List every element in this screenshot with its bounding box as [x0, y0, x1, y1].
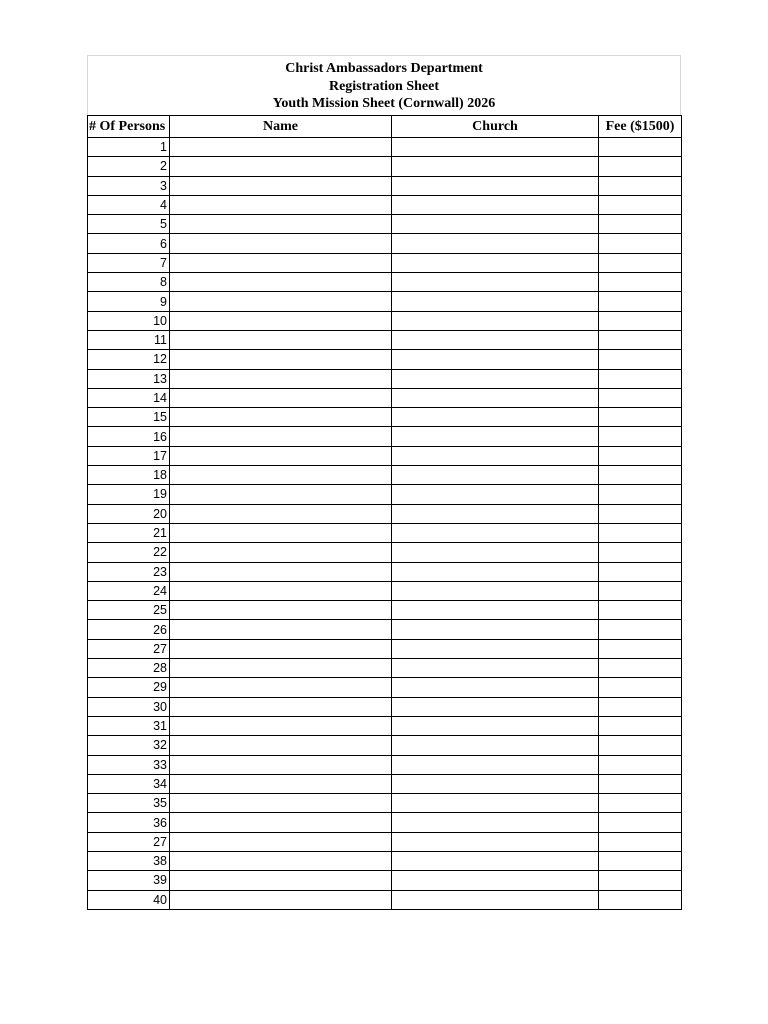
name-cell[interactable] — [170, 273, 392, 292]
row-number-cell: 13 — [88, 369, 170, 388]
table-row — [88, 466, 682, 485]
row-number-cell: 39 — [88, 871, 170, 890]
church-cell[interactable] — [392, 543, 599, 562]
table-row — [88, 234, 682, 253]
row-number-cell: 16 — [88, 427, 170, 446]
name-cell[interactable] — [170, 369, 392, 388]
church-cell[interactable] — [392, 601, 599, 620]
church-cell[interactable] — [392, 832, 599, 851]
name-cell[interactable] — [170, 350, 392, 369]
fee-cell[interactable] — [599, 523, 682, 542]
fee-cell[interactable] — [599, 851, 682, 870]
name-cell[interactable] — [170, 678, 392, 697]
fee-cell[interactable] — [599, 388, 682, 407]
name-cell[interactable] — [170, 659, 392, 678]
fee-cell[interactable] — [599, 408, 682, 427]
fee-cell[interactable] — [599, 774, 682, 793]
table-row — [88, 427, 682, 446]
name-cell[interactable] — [170, 774, 392, 793]
name-cell[interactable] — [170, 697, 392, 716]
registration-table — [87, 115, 682, 910]
name-cell[interactable] — [170, 755, 392, 774]
name-cell[interactable] — [170, 832, 392, 851]
fee-cell[interactable] — [599, 234, 682, 253]
table-row — [88, 562, 682, 581]
row-number-cell: 24 — [88, 581, 170, 600]
sheet-title-block — [87, 55, 681, 115]
table-row — [88, 871, 682, 890]
row-number-cell: 34 — [88, 774, 170, 793]
fee-cell[interactable] — [599, 157, 682, 176]
name-cell[interactable] — [170, 427, 392, 446]
row-number-cell: 20 — [88, 504, 170, 523]
registration-sheet — [87, 55, 681, 910]
church-cell[interactable] — [392, 851, 599, 870]
church-cell[interactable] — [392, 504, 599, 523]
church-cell[interactable] — [392, 639, 599, 658]
fee-cell[interactable] — [599, 697, 682, 716]
table-row — [88, 138, 682, 157]
name-cell[interactable] — [170, 330, 392, 349]
fee-cell[interactable] — [599, 273, 682, 292]
row-number-cell: 2 — [88, 157, 170, 176]
name-cell[interactable] — [170, 234, 392, 253]
table-row — [88, 388, 682, 407]
row-number-cell: 8 — [88, 273, 170, 292]
church-cell[interactable] — [392, 427, 599, 446]
table-row — [88, 716, 682, 735]
church-cell[interactable] — [392, 369, 599, 388]
table-row — [88, 697, 682, 716]
church-cell[interactable] — [392, 311, 599, 330]
fee-cell[interactable] — [599, 678, 682, 697]
row-number-cell: 36 — [88, 813, 170, 832]
table-row — [88, 755, 682, 774]
fee-cell[interactable] — [599, 504, 682, 523]
table-row — [88, 601, 682, 620]
table-row — [88, 330, 682, 349]
column-header-name: Name — [170, 116, 392, 138]
church-cell[interactable] — [392, 794, 599, 813]
row-number-cell: 9 — [88, 292, 170, 311]
name-cell[interactable] — [170, 292, 392, 311]
church-cell[interactable] — [392, 523, 599, 542]
name-cell[interactable] — [170, 446, 392, 465]
table-row — [88, 446, 682, 465]
row-number-cell: 33 — [88, 755, 170, 774]
church-cell[interactable] — [392, 620, 599, 639]
church-cell[interactable] — [392, 581, 599, 600]
fee-cell[interactable] — [599, 581, 682, 600]
name-cell[interactable] — [170, 176, 392, 195]
table-row — [88, 195, 682, 214]
name-cell[interactable] — [170, 736, 392, 755]
fee-cell[interactable] — [599, 890, 682, 909]
column-header-persons: # Of Persons — [88, 116, 170, 138]
name-cell[interactable] — [170, 581, 392, 600]
church-cell[interactable] — [392, 678, 599, 697]
fee-cell[interactable] — [599, 813, 682, 832]
row-number-cell: 27 — [88, 639, 170, 658]
church-cell[interactable] — [392, 273, 599, 292]
row-number-cell: 6 — [88, 234, 170, 253]
row-number-cell: 15 — [88, 408, 170, 427]
row-number-cell: 21 — [88, 523, 170, 542]
table-row — [88, 659, 682, 678]
row-number-cell: 40 — [88, 890, 170, 909]
fee-cell[interactable] — [599, 794, 682, 813]
row-number-cell: 10 — [88, 311, 170, 330]
name-cell[interactable] — [170, 311, 392, 330]
church-cell[interactable] — [392, 774, 599, 793]
row-number-cell: 19 — [88, 485, 170, 504]
fee-cell[interactable] — [599, 736, 682, 755]
table-row — [88, 832, 682, 851]
row-number-cell: 38 — [88, 851, 170, 870]
fee-cell[interactable] — [599, 543, 682, 562]
fee-cell[interactable] — [599, 832, 682, 851]
column-header-fee: Fee ($1500) — [599, 116, 682, 138]
fee-cell[interactable] — [599, 466, 682, 485]
name-cell[interactable] — [170, 562, 392, 581]
table-row — [88, 581, 682, 600]
name-cell[interactable] — [170, 639, 392, 658]
table-row — [88, 215, 682, 234]
column-header-church: Church — [392, 116, 599, 138]
fee-cell[interactable] — [599, 311, 682, 330]
church-cell[interactable] — [392, 195, 599, 214]
fee-cell[interactable] — [599, 427, 682, 446]
table-row — [88, 157, 682, 176]
row-number-cell: 4 — [88, 195, 170, 214]
row-number-cell: 35 — [88, 794, 170, 813]
church-cell[interactable] — [392, 157, 599, 176]
table-row — [88, 851, 682, 870]
fee-cell[interactable] — [599, 871, 682, 890]
church-cell[interactable] — [392, 408, 599, 427]
row-number-cell: 27 — [88, 832, 170, 851]
name-cell[interactable] — [170, 466, 392, 485]
fee-cell[interactable] — [599, 601, 682, 620]
row-number-cell: 32 — [88, 736, 170, 755]
fee-cell[interactable] — [599, 446, 682, 465]
name-cell[interactable] — [170, 813, 392, 832]
row-number-cell: 23 — [88, 562, 170, 581]
table-row — [88, 485, 682, 504]
church-cell[interactable] — [392, 716, 599, 735]
table-row — [88, 774, 682, 793]
fee-cell[interactable] — [599, 176, 682, 195]
table-row — [88, 253, 682, 272]
row-number-cell: 28 — [88, 659, 170, 678]
fee-cell[interactable] — [599, 350, 682, 369]
church-cell[interactable] — [392, 330, 599, 349]
table-row — [88, 678, 682, 697]
table-row — [88, 273, 682, 292]
table-row — [88, 639, 682, 658]
fee-cell[interactable] — [599, 330, 682, 349]
row-number-cell: 11 — [88, 330, 170, 349]
table-row — [88, 523, 682, 542]
row-number-cell: 22 — [88, 543, 170, 562]
table-row — [88, 369, 682, 388]
row-number-cell: 18 — [88, 466, 170, 485]
name-cell[interactable] — [170, 138, 392, 157]
name-cell[interactable] — [170, 408, 392, 427]
table-row — [88, 794, 682, 813]
name-cell[interactable] — [170, 215, 392, 234]
church-cell[interactable] — [392, 215, 599, 234]
church-cell[interactable] — [392, 736, 599, 755]
church-cell[interactable] — [392, 176, 599, 195]
fee-cell[interactable] — [599, 253, 682, 272]
name-cell[interactable] — [170, 794, 392, 813]
church-cell[interactable] — [392, 890, 599, 909]
table-row — [88, 813, 682, 832]
fee-cell[interactable] — [599, 138, 682, 157]
table-row — [88, 620, 682, 639]
name-cell[interactable] — [170, 543, 392, 562]
department-title: Christ Ambassadors Department — [285, 61, 483, 76]
row-number-cell: 17 — [88, 446, 170, 465]
table-row — [88, 350, 682, 369]
fee-cell[interactable] — [599, 485, 682, 504]
fee-cell[interactable] — [599, 639, 682, 658]
row-number-cell: 5 — [88, 215, 170, 234]
name-cell[interactable] — [170, 890, 392, 909]
mission-title: Youth Mission Sheet (Cornwall) 2026 — [272, 96, 496, 111]
row-number-cell: 7 — [88, 253, 170, 272]
name-cell[interactable] — [170, 620, 392, 639]
name-cell[interactable] — [170, 871, 392, 890]
row-number-cell: 30 — [88, 697, 170, 716]
fee-cell[interactable] — [599, 562, 682, 581]
church-cell[interactable] — [392, 562, 599, 581]
row-number-cell: 12 — [88, 350, 170, 369]
header-row — [88, 116, 682, 138]
name-cell[interactable] — [170, 388, 392, 407]
row-number-cell: 26 — [88, 620, 170, 639]
name-cell[interactable] — [170, 601, 392, 620]
church-cell[interactable] — [392, 755, 599, 774]
fee-cell[interactable] — [599, 195, 682, 214]
church-cell[interactable] — [392, 234, 599, 253]
church-cell[interactable] — [392, 466, 599, 485]
row-number-cell: 1 — [88, 138, 170, 157]
name-cell[interactable] — [170, 523, 392, 542]
name-cell[interactable] — [170, 253, 392, 272]
registration-title: Registration Sheet — [328, 78, 440, 94]
row-number-cell: 25 — [88, 601, 170, 620]
fee-cell[interactable] — [599, 292, 682, 311]
table-row — [88, 504, 682, 523]
row-number-cell: 29 — [88, 678, 170, 697]
church-cell[interactable] — [392, 813, 599, 832]
church-cell[interactable] — [392, 138, 599, 157]
fee-cell[interactable] — [599, 620, 682, 639]
table-row — [88, 311, 682, 330]
name-cell[interactable] — [170, 195, 392, 214]
church-cell[interactable] — [392, 350, 599, 369]
church-cell[interactable] — [392, 253, 599, 272]
church-cell[interactable] — [392, 446, 599, 465]
table-row — [88, 408, 682, 427]
fee-cell[interactable] — [599, 215, 682, 234]
row-number-cell: 31 — [88, 716, 170, 735]
name-cell[interactable] — [170, 716, 392, 735]
name-cell[interactable] — [170, 851, 392, 870]
table-body — [88, 138, 682, 910]
table-row — [88, 543, 682, 562]
fee-cell[interactable] — [599, 369, 682, 388]
table-row — [88, 176, 682, 195]
row-number-cell: 3 — [88, 176, 170, 195]
table-row — [88, 736, 682, 755]
name-cell[interactable] — [170, 485, 392, 504]
church-cell[interactable] — [392, 292, 599, 311]
name-cell[interactable] — [170, 157, 392, 176]
church-cell[interactable] — [392, 485, 599, 504]
church-cell[interactable] — [392, 871, 599, 890]
fee-cell[interactable] — [599, 659, 682, 678]
table-row — [88, 292, 682, 311]
church-cell[interactable] — [392, 697, 599, 716]
row-number-cell: 14 — [88, 388, 170, 407]
fee-cell[interactable] — [599, 755, 682, 774]
church-cell[interactable] — [392, 659, 599, 678]
church-cell[interactable] — [392, 388, 599, 407]
table-row — [88, 890, 682, 909]
name-cell[interactable] — [170, 504, 392, 523]
fee-cell[interactable] — [599, 716, 682, 735]
